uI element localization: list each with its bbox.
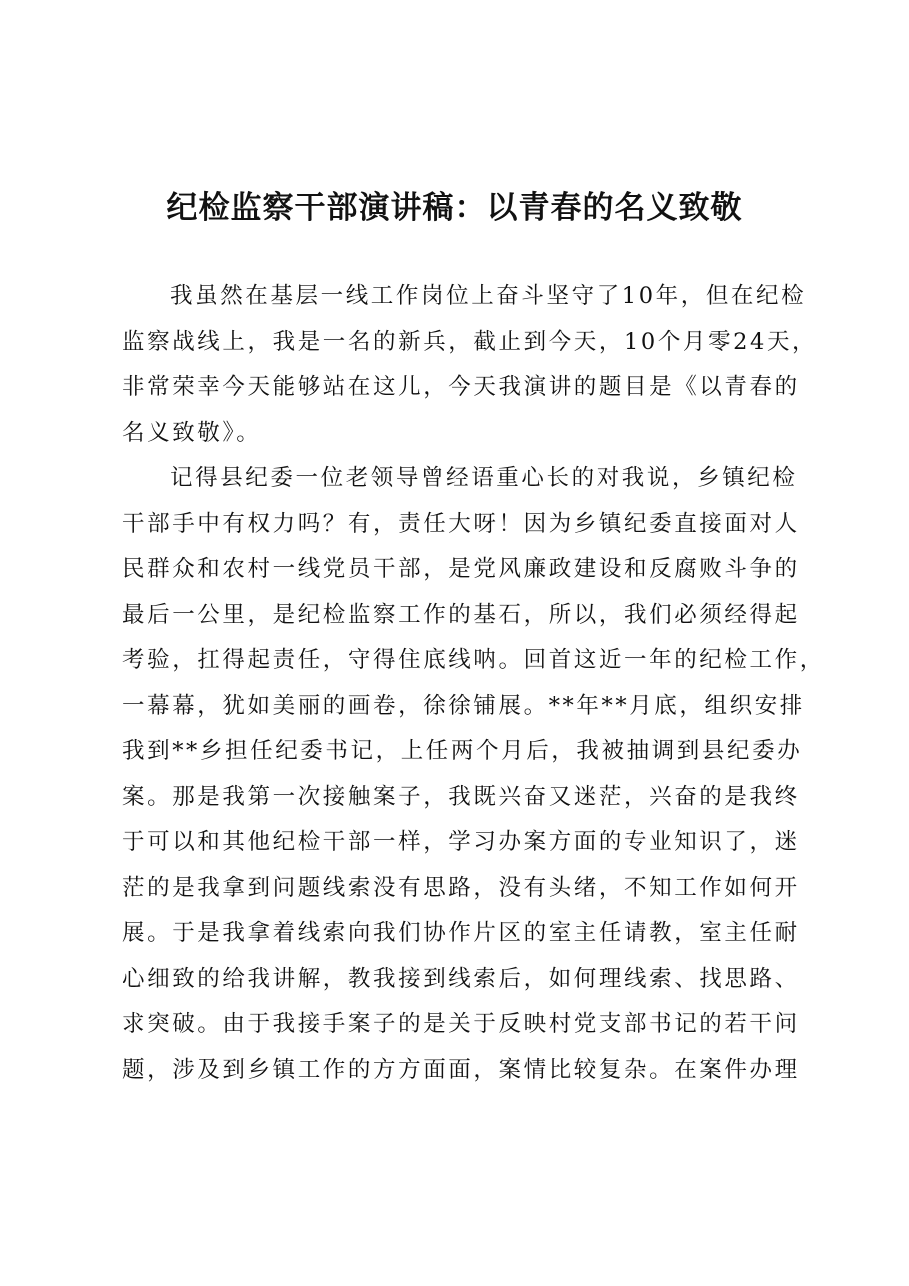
text-line: 监察战线上，我是一名的新兵，截止到今天，10个月零24天， <box>122 328 818 355</box>
text-line: 记得县纪委一位老领导曾经语重心长的对我说，乡镇纪检 <box>170 465 798 491</box>
document-title: 纪检监察干部演讲稿：以青春的名义致敬 <box>166 190 743 226</box>
text-line: 考验，扛得起责任，守得住底线呐。回首这近一年的纪检工作， <box>122 647 825 673</box>
text-line: 我虽然在基层一线工作岗位上奋斗坚守了10年，但在纪检 <box>170 283 807 309</box>
text-line: 非常荣幸今天能够站在这儿，今天我演讲的题目是《以青春的 <box>122 374 800 400</box>
text-line: 案。那是我第一次接触案子，我既兴奋又迷茫，兴奋的是我终 <box>122 783 800 810</box>
text-line: 我到**乡担任纪委书记，上任两个月后，我被抽调到县纪委办 <box>122 738 803 764</box>
text-line: 心细致的给我讲解，教我接到线索后，如何理线索、找思路、 <box>122 965 800 992</box>
text-line: 求突破。由于我接手案子的是关于反映村党支部书记的若干问 <box>122 1011 800 1037</box>
text-line: 于可以和其他纪检干部一样，学习办案方面的专业知识了，迷 <box>122 829 800 855</box>
text-line: 最后一公里，是纪检监察工作的基石，所以，我们必须经得起 <box>122 601 800 628</box>
text-line: 题，涉及到乡镇工作的方方面面，案情比较复杂。在案件办理 <box>122 1056 800 1083</box>
text-line: 茫的是我拿到问题线索没有思路，没有头绪，不知工作如何开 <box>122 874 800 901</box>
text-line: 展。于是我拿着线索向我们协作片区的室主任请教，室主任耐 <box>122 920 800 946</box>
document-body <box>122 274 825 1093</box>
text-line: 一幕幕，犹如美丽的画卷，徐徐铺展。**年**月底，组织安排 <box>122 692 805 719</box>
text-line: 民群众和农村一线党员干部，是党风廉政建设和反腐败斗争的 <box>122 556 800 582</box>
text-line: 干部手中有权力吗？有，责任大呀！因为乡镇纪委直接面对人 <box>122 510 800 537</box>
text-line: 名义致敬》。 <box>122 419 262 446</box>
